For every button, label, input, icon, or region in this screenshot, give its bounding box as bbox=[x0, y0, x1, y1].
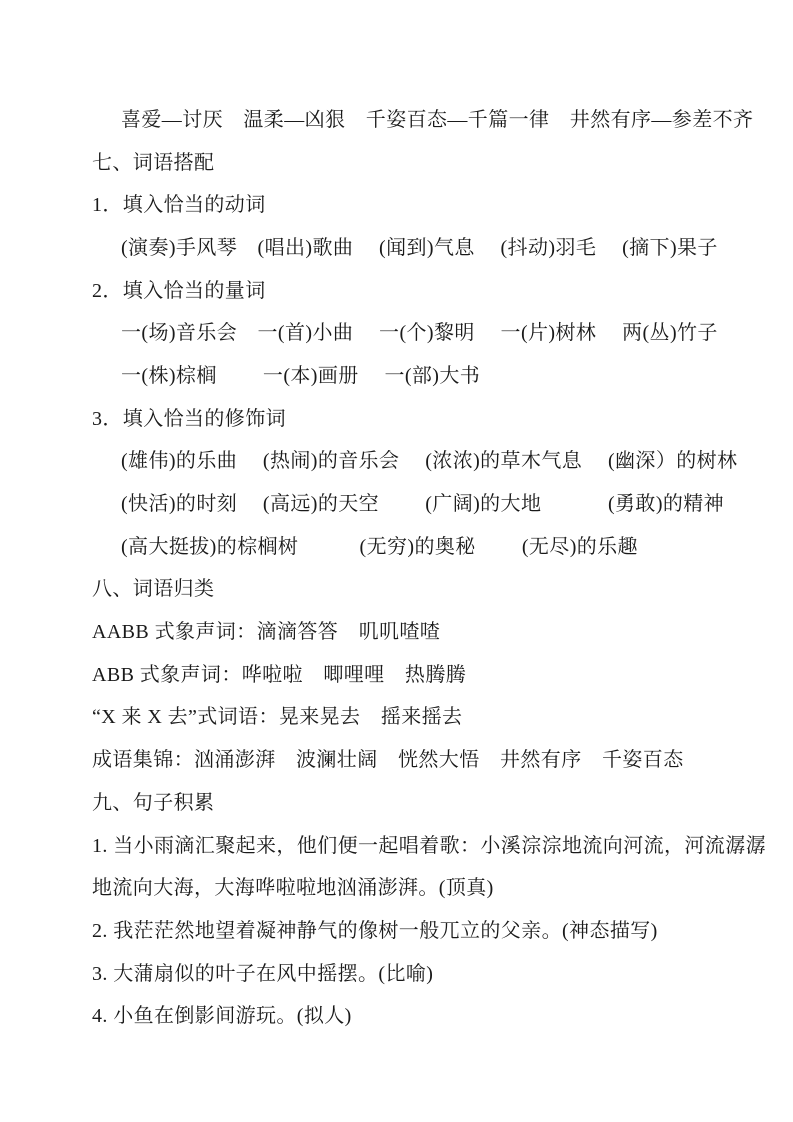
text-line: 3. 大蒲扇似的叶子在风中摇摆。(比喻) bbox=[92, 962, 434, 985]
text-line: (高大挺拔)的棕榈树 (无穷)的奥秘 (无尽)的乐趣 bbox=[121, 535, 638, 558]
text-line: 喜爱—讨厌 温柔—凶狠 千姿百态—千篇一律 井然有序—参差不齐 bbox=[121, 108, 754, 131]
document-text-block bbox=[92, 96, 766, 1035]
text-line: AABB 式象声词：滴滴答答 叽叽喳喳 bbox=[92, 621, 441, 644]
text-line: (演奏)手风琴 (唱出)歌曲 (闻到)气息 (抖动)羽毛 (摘下)果子 bbox=[121, 236, 718, 259]
text-line: 3．填入恰当的修饰词 bbox=[92, 407, 286, 430]
text-line: 八、词语归类 bbox=[92, 578, 215, 601]
text-line: 成语集锦：汹涌澎湃 波澜壮阔 恍然大悟 井然有序 千姿百态 bbox=[92, 749, 684, 772]
text-line: (雄伟)的乐曲 (热闹)的音乐会 (浓浓)的草木气息 (幽深）的树林 bbox=[121, 450, 738, 473]
text-line: “X 来 X 去”式词语：晃来晃去 摇来摇去 bbox=[92, 706, 463, 729]
text-line: 2. 我茫茫然地望着凝神静气的像树一般兀立的父亲。(神态描写) bbox=[92, 919, 658, 942]
text-line: ABB 式象声词：哗啦啦 唧哩哩 热腾腾 bbox=[92, 663, 467, 686]
text-line: 地流向大海，大海哗啦啦地汹涌澎湃。(顶真) bbox=[92, 877, 494, 900]
text-line: 一(场)音乐会 一(首)小曲 一(个)黎明 一(片)树林 两(丛)竹子 bbox=[121, 322, 718, 345]
text-line: 一(株)棕榈 一(本)画册 一(部)大书 bbox=[121, 364, 481, 387]
text-line: (快活)的时刻 (高远)的天空 (广阔)的大地 (勇敢)的精神 bbox=[121, 493, 725, 516]
text-line: 4. 小鱼在倒影间游玩。(拟人) bbox=[92, 1005, 352, 1028]
text-line: 1．填入恰当的动词 bbox=[92, 194, 266, 217]
text-line: 七、词语搭配 bbox=[92, 151, 215, 174]
text-line: 九、句子积累 bbox=[92, 791, 215, 814]
text-line: 1. 当小雨滴汇聚起来，他们便一起唱着歌：小溪淙淙地流向河流，河流潺潺 bbox=[92, 834, 766, 857]
text-line: 2．填入恰当的量词 bbox=[92, 279, 266, 302]
